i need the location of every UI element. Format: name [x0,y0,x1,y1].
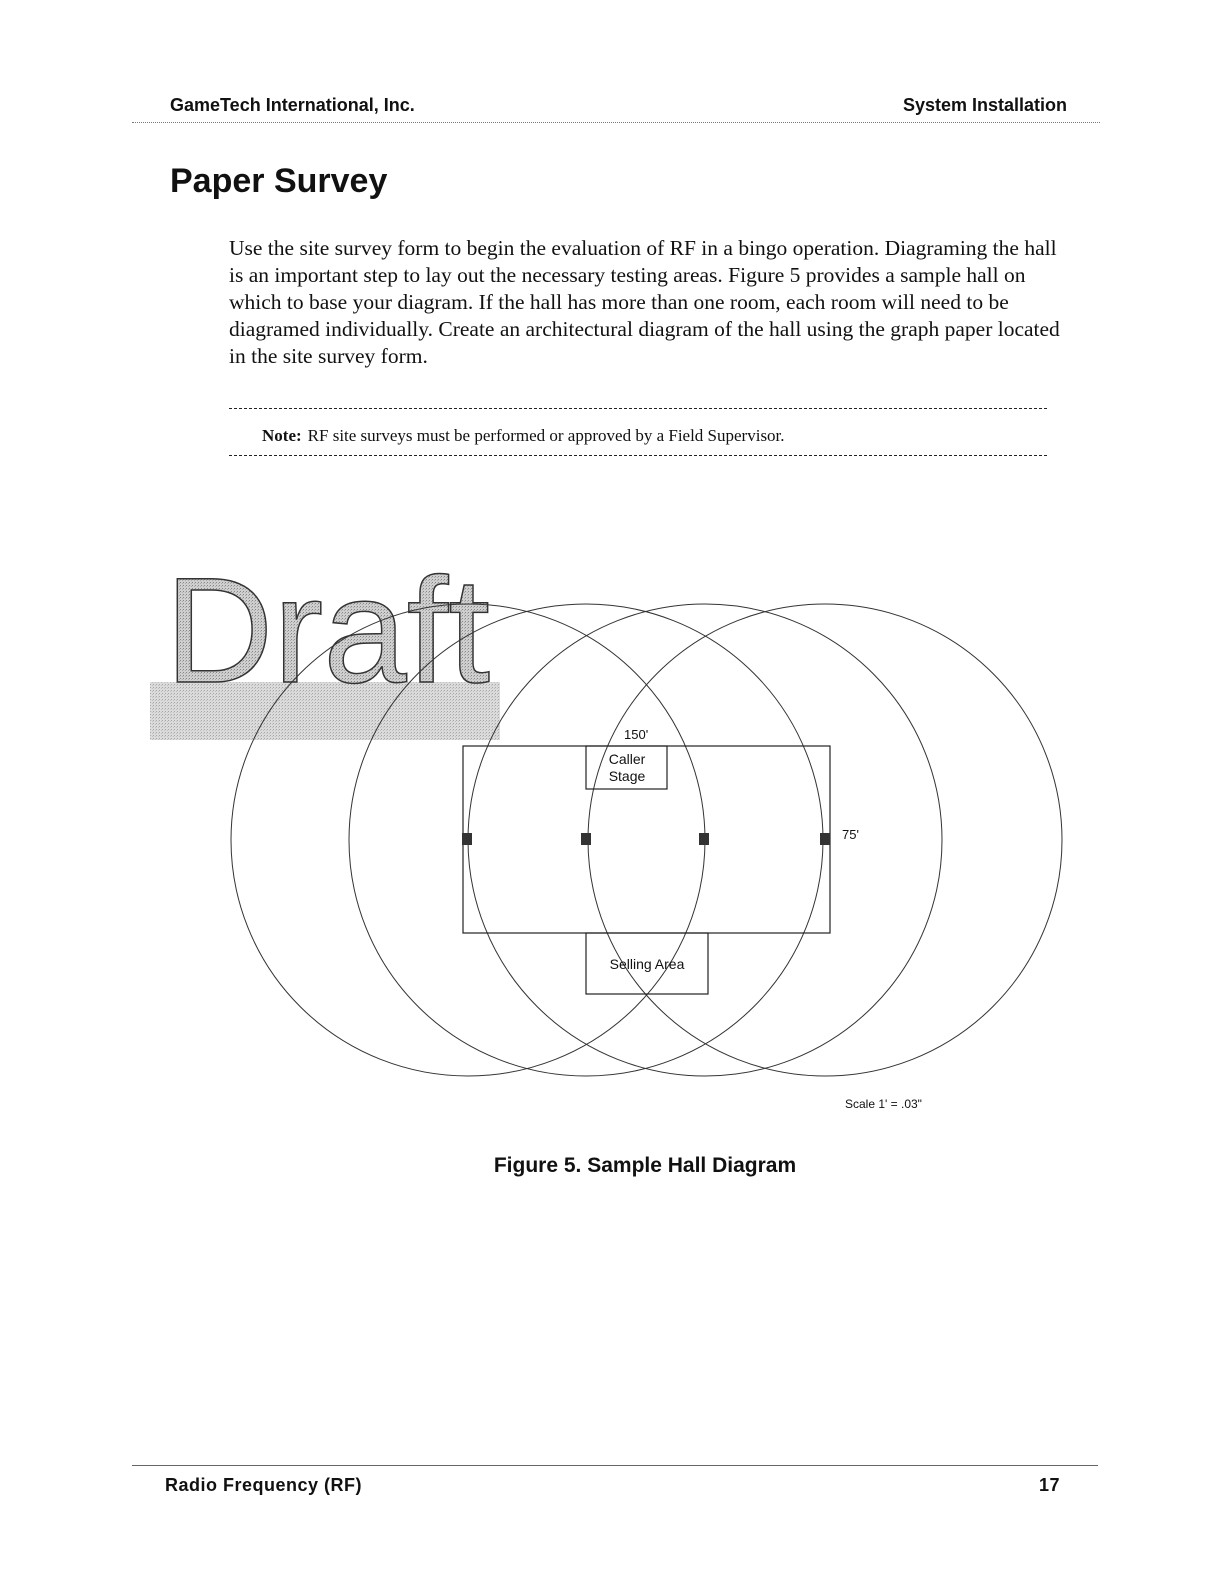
height-label: 75' [842,827,859,842]
width-label: 150' [624,727,649,742]
stage-label-line2: Stage [608,768,646,784]
note-text: RF site surveys must be performed or approved by a Field Supervisor. [307,426,785,445]
note-label: Note: [262,426,302,445]
selling-area-label: Selling Area [609,956,685,972]
page-number: 17 [1038,1475,1060,1495]
header-section: System Installation [902,95,1067,115]
antenna-marker-4 [820,833,830,845]
stage-label-line1: Caller [608,751,646,767]
antenna-marker-2 [581,833,591,845]
figure-caption: Figure 5. Sample Hall Diagram [493,1154,797,1177]
antenna-marker-3 [699,833,709,845]
footer-title: Radio Frequency (RF) [165,1475,363,1495]
footer-rule [132,1465,1098,1466]
antenna-marker-1 [462,833,472,845]
scale-label: Scale 1' = .03" [845,1097,922,1111]
draft-watermark [150,546,500,740]
header-company: GameTech International, Inc. [170,95,415,115]
watermark-text: Draft [165,546,491,714]
body-paragraph: Use the site survey form to begin the evaluation of RF in a bingo operation. Diagraming the hall is an important step to lay out the necessary testing areas. Figure 5 provides a sample hall on which to base your diagram. If the hall has more than one room, each room will need to be diagramed individually. Create an architectural diagram of the hall using the graph paper located in the site survey form. [229,236,1060,368]
page-title: Paper Survey [170,162,388,200]
